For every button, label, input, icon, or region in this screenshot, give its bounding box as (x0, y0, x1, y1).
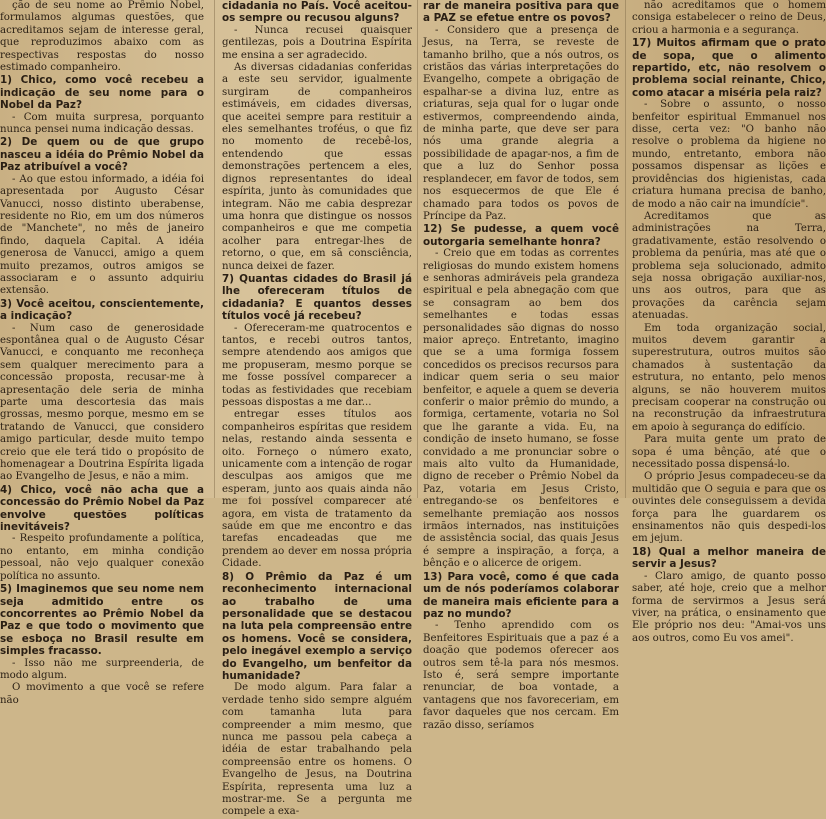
interview-answer: - Num caso de generosidade espontânea qual o de Augusto César Vanucci, e conquanto me reconheça sem qualquer merecimento para a concessão proposta, recusar-me à apresentação dele seria de minha parte uma descortesia das mais grossas, mesmo porque, mesmo em se tratando de Vanucci, que considero amigo particular, desde muito tempo creio que ele terá tido o propósito de homenagear a Doutrina Espírita ligada ao Evangelho de Jesus, e não a mim. (0, 322, 204, 483)
column-2 (222, 0, 412, 818)
interview-answer: Acreditamos que as administrações na Terra, gradativamente, estão resolvendo o problema da penúria, mas até que o problema seja solucionado, admito seja nossa obrigação auxiliar-nos, uns aos outros, para que as provações da carência sejam atenuadas. (632, 210, 826, 322)
interview-question: 5) Imaginemos que seu nome nem seja admitido entre os concorrentes ao Prêmio Nobel da Paz e que todo o movimento que se esboça no Brasil resulte em simples fracasso. (0, 583, 204, 658)
interview-answer: - Considero que a presença de Jesus, na Terra, se reveste de tamanho brilho, que a nós outros, os cristãos das várias interpretações do Evangelho, compete a obrigação de espalhar-se a divina luz, entre as criaturas, seja qual for o lugar onde estivermos, compreendendo ainda, de minha parte, que deve ser para nós uma grande alegria a possibilidade de apagar-nos, a fim de que a luz do Senhor possa resplandecer, em favor de todos, sem nos esquecermos de que Ele é chamado para todos os povos de Príncipe da Paz. (423, 24, 619, 222)
interview-answer: - Ofereceram-me quatrocentos e tantos, e recebi outros tantos, sempre atendendo aos amigos que me propuseram, mesmo porque se me fosse possível comparecer a todas as festividades que recebiam pessoas dispostas a me dar... (222, 322, 412, 408)
interview-question: 18) Qual a melhor maneira de servir a Jesus? (632, 545, 826, 571)
interview-question: 2) De quem ou de que grupo nasceu a idéia do Prêmio Nobel da Paz atribuível a você? (0, 136, 204, 174)
interview-question: 13) Para você, como é que cada um de nós poderíamos colaborar de maneira mais eficiente para a paz no mundo? (423, 570, 619, 620)
interview-answer: - Isso não me surpreenderia, de modo algum. (0, 657, 204, 681)
interview-answer: não acreditamos que o homem consiga estabelecer o reino de Deus, criou a harmonia e a segurança. (632, 0, 826, 36)
column-divider (417, 0, 418, 498)
interview-answer: ção de seu nome ao Prêmio Nobel, formulamos algumas questões, que acreditamos sejam de interesse geral, que reproduzimos abaixo com as respectivas respostas do nosso estimado companheiro. (0, 0, 204, 74)
interview-answer: Em toda organização social, muitos devem garantir a superestrutura, outros muitos são chamados à sustentação da estrutura, no entanto, pelo menos alguns, se não houverem muitos precisam cooperar na construção ou na reconstrução da infraestrutura em apoio à segurança do edifício. (632, 322, 826, 433)
interview-answer: - Claro amigo, de quanto posso saber, até hoje, creio que a melhor forma de servirmos a Jesus será viver, na prática, o ensinamento que Ele próprio nos deu: "Amai-vos uns aos outros, como Eu vos amei". (632, 570, 826, 644)
interview-answer: entregar esses títulos aos companheiros espíritas que residem nelas, restando ainda sessenta e oito. Forneço o número exato, unicamente com a intenção de rogar desculpas aos amigos que me esperam, junto aos quais ainda não me foi possível comparecer até agora, em vista de tratamento da saúde em que me encontro e das tarefas encadeadas que me prendem ao dever em nossa própria Cidade. (222, 409, 412, 570)
interview-question: cidadania no País. Você aceitou-os sempre ou recusou alguns? (222, 0, 412, 25)
column-4 (632, 0, 826, 644)
column-divider (625, 0, 626, 498)
interview-answer: - Ao que estou informado, a idéia foi apresentada por Augusto César Vanucci, nosso distinto uberabense, residente no Rio, em um dos números de "Manchete", no mês de janeiro findo, daquela Capital. A idéia generosa de Vanucci, amigo a quem muito prezamos, outros amigos se associaram e o assunto adquiriu extensão. (0, 173, 204, 297)
interview-answer: - Sobre o assunto, o nosso benfeitor espiritual Emmanuel nos disse, certa vez: "O banho não resolve o problema da higiene no mundo, entretanto, embora não possamos dispensar as lições e providências dos higienistas, cada criatura humana precisa de banho, de modo a não cair na imundície". (632, 99, 826, 210)
interview-answer: - Respeito profundamente a política, no entanto, em minha condição pessoal, não vejo qualquer conexão política no assunto. (0, 533, 204, 582)
interview-question: rar de maneira positiva para que a PAZ se efetue entre os povos? (423, 0, 619, 25)
interview-answer: O próprio Jesus compadeceu-se da multidão que O seguia e para que os ouvintes dele conseguissem a devida força para lhe guardarem os ensinamentos não quis despedi-los em jejum. (632, 471, 826, 545)
interview-answer: - Tenho aprendido com os Benfeitores Espirituais que a paz é a doação que podemos oferecer aos outros sem tê-la para nós mesmos. Isto é, será sempre importante renunciar, de boa vontade, a vantagens que nos favoreceriam, em favor daqueles que nos cercam. Em razão disso, seríamos (423, 620, 619, 731)
interview-answer: Para muita gente um prato de sopa é uma bênção, até que o necessitado possa dispensá-lo. (632, 434, 826, 471)
column-divider (214, 0, 215, 498)
column-1 (0, 0, 204, 706)
interview-question: 7) Quantas cidades do Brasil já lhe ofereceram títulos de cidadania? E quantos desses títulos você já recebeu? (222, 272, 412, 323)
interview-question: 12) Se pudesse, a quem você outorgaria semelhante honra? (423, 223, 619, 248)
interview-question: 17) Muitos afirmam que o prato de sopa, que o alimento repartido, etc, não resolvem o problema social reinante, Chico, como atacar a miséria pela raiz? (632, 37, 826, 99)
interview-answer: As diversas cidadanias conferidas a este seu servidor, igualmente surgiram de companheiros estimáveis, em cidades diversas, que aceitei sempre para restituir a eles semelhantes troféus, o que fiz no momento de recebê-los, entendendo que essas demonstrações pertencem a eles, dignos representantes do ideal espírita, junto às comunidades que integram. Não me cabia desprezar uma honra que distingue os nossos companheiros e que me competia acolher para entregar-lhes de retorno, o que, em sã consciência, nunca deixei de fazer. (222, 62, 412, 272)
interview-question: 8) O Prêmio da Paz é um reconhecimento internacional ao trabalho de uma personalidade que se destacou na luta pela compreensão entre os homens. Você se considera, pelo inegável exemplo a serviço do Evangelho, um benfeitor da humanidade? (222, 570, 412, 682)
interview-answer: O movimento a que você se refere não (0, 682, 204, 706)
interview-question: 1) Chico, como você recebeu a indicação de seu nome para o Nobel da Paz? (0, 74, 204, 112)
interview-answer: - Creio que em todas as correntes religiosas do mundo existem homens e senhoras admiráveis pela grandeza espiritual e pela abnegação com que se consagram ao bem dos semelhantes e todas essas personalidades são dignas do nosso maior apreço. Entretanto, imagino que se a uma formiga fossem concedidos os precisos recursos para indicar quem seria o seu maior benfeitor, e aquele a quem se deveria conferir o maior prêmio do mundo, a formiga, certamente, votaria no Sol que lhe garante a vida. Eu, na condição de inseto humano, se fosse convidado a me pronunciar sobre o mais alto vulto da Humanidade, digno de receber o Prêmio Nobel da Paz, votaria em Jesus Cristo, entregando-se os benfeitores e semelhante premiação aos nossos irmãos internados, nas instituições de assistência social, das quais Jesus é sempre a inspiração, a força, a bênção e o alicerce de origem. (423, 248, 619, 570)
interview-answer: - Com muita surpresa, porquanto nunca pensei numa indicação dessas. (0, 111, 204, 136)
interview-answer: De modo algum. Para falar a verdade tenho sido sempre alguém com tamanha luta para compreender a mim mesmo, que nunca me passou pela cabeça a idéia de estar trabalhando pela compreensão entre os homens. O Evangelho de Jesus, na Doutrina Espírita, representa uma luz a mostrar-me. Se a pergunta me compele a exa- (222, 682, 412, 818)
interview-answer: - Nunca recusei quaisquer gentilezas, pois a Doutrina Espírita me ensina a ser agradecido. (222, 24, 412, 61)
column-3 (423, 0, 619, 731)
interview-question: 3) Você aceitou, conscientemente, a indicação? (0, 297, 204, 323)
interview-question: 4) Chico, você não acha que a concessão do Prêmio Nobel da Paz envolve questões políticas inevitáveis? (0, 483, 204, 534)
